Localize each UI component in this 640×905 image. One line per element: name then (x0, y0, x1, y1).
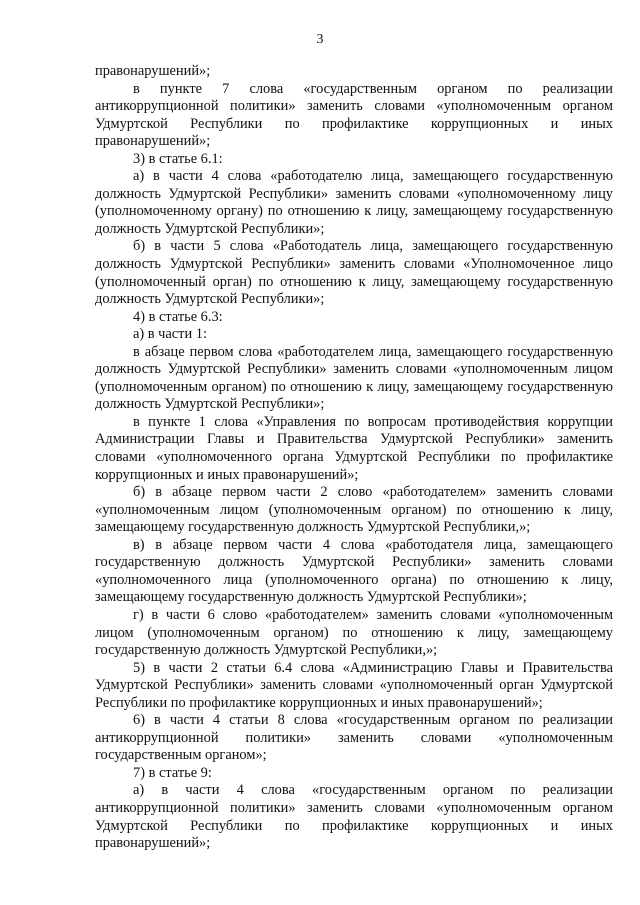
paragraph: в пункте 7 слова «государственным органом по реализации антикоррупционной политики» заменить словами «уполномоченным органом Удмуртской Республики по профилактике коррупционных и иных правонарушений»; (95, 80, 613, 150)
paragraph: б) в абзаце первом части 2 слово «работодателем» заменить словами «уполномоченным лицом (уполномоченным органом) по отношению к лицу, замещающему государственную должность Удмуртской Республики,»; (95, 484, 613, 536)
paragraph: правонарушений»; (95, 63, 211, 79)
paragraph: в пункте 1 слова «Управления по вопросам противодействия коррупции Администрации Главы и Правительства Удмуртской Республики» заменить словами «уполномоченного органа Удмуртской Республики по профилактике коррупционных и иных правонарушений»; (95, 413, 613, 483)
paragraph: а) в части 4 слова «государственным органом по реализации антикоррупционной политики» заменить словами «уполномоченным органом Удмуртской Республики по профилактике коррупционных и иных правонарушений»; (95, 782, 613, 852)
paragraph: в) в абзаце первом части 4 слова «работодателя лица, замещающего государственную должность Удмуртской Республики» заменить словами «уполномоченного лица (уполномоченного органа) по отношению к лицу, замещающему государственную должность Удмуртской Республики»; (95, 536, 613, 606)
paragraph: а) в части 4 слова «работодателю лица, замещающего государственную должность Удмуртской Республики» заменить словами «уполномоченному лицу (уполномоченному органу) по отношению к лицу, замещающему государственную должность Удмуртской Республики»; (95, 168, 613, 237)
paragraph: 5) в части 2 статьи 6.4 слова «Администрацию Главы и Правительства Удмуртской Республики» заменить словами «уполномоченный орган Удмуртской Республики по профилактике коррупционных и иных правонарушений»; (95, 659, 613, 711)
paragraph: 6) в части 4 статьи 8 слова «государственным органом по реализации антикоррупционной политики» заменить словами «уполномоченным государственным органом»; (95, 712, 613, 764)
paragraph: г) в части 6 слово «работодателем» заменить словами «уполномоченным лицом (уполномоченным органом) по отношению к лицу, замещающему государственную должность Удмуртской Республики,»; (95, 606, 613, 659)
paragraph: 4) в статье 6.3: (133, 308, 223, 325)
page-number: 3 (316, 32, 324, 47)
paragraph: 3) в статье 6.1: (133, 150, 223, 167)
paragraph: а) в части 1: (133, 326, 207, 343)
document-body (95, 63, 613, 853)
paragraph: 7) в статье 9: (133, 764, 212, 781)
paragraph: б) в части 5 слова «Работодатель лица, замещающего государственную должность Удмуртской Республики» заменить словами «Уполномоченное лицо (уполномоченный орган) по отношению к лицу, замещающему государственную должность Удмуртской Республики»; (95, 238, 613, 308)
paragraph: в абзаце первом слова «работодателем лица, замещающего государственную должность Удмуртской Республики» заменить словами «уполномоченным лицом (уполномоченным органом) по отношению к лицу, замещающему государственную должность Удмуртской Республики»; (95, 343, 613, 413)
